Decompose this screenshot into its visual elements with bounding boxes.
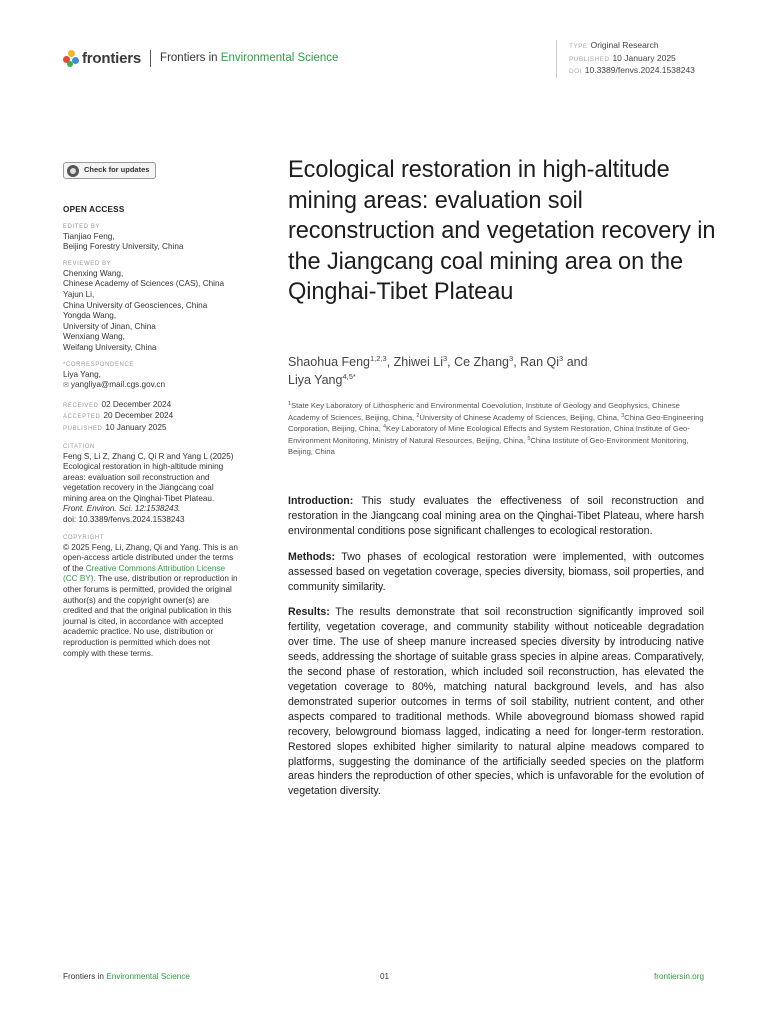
abstract-methods: Methods: Two phases of ecological restoration were implemented, with outcomes assessed based on vegetation coverage, species diversity, biomass, soil properties, and community similarity. (288, 550, 704, 593)
author-list: Shaohua Feng$^{1,2,3}$, Zhiwei Li$^3$, Ce Zhang$^3$, Ran Qi$^3$ and Liya Yang$^{4,5*}$ (288, 354, 588, 387)
open-access-label: OPEN ACCESS (63, 205, 125, 214)
footer-journal[interactable]: Frontiers in Environmental Science (63, 972, 190, 981)
article-type: Original Research (590, 40, 659, 50)
check-for-updates-button[interactable]: Check for updates (63, 162, 156, 179)
footer-site-link[interactable]: frontiersin.org (653, 972, 704, 981)
article-meta: TYPE Original Research PUBLISHED 10 January 2025 DOI 10.3389/fenvs.2024.1538243 (556, 40, 695, 78)
article-sidebar: Check for updates OPEN ACCESS EDITED BY Tianjiao Feng, Beijing Forestry University, China REVIEWED BY Chenxing Wang, Chinese Academy of Sciences (CAS), China Yajun Li, China University of Geosciences, China Yongda Wang, University of Jinan, China Wenxiang Wang, Weifang University, China *CORRESPONDENCE Liya Yang, ✉ yangliya@mail.cgs.gov.cn RECEIVED 02 December 2024 ACCEPTED 20 December 2024 PUBLISHED 10 January 2025 CITATION Feng S, Li Z, Zhang C, Qi R and Yang L (2025) Ecological restoration in high-altitude mining areas: evaluation soil reconstruction and vegetation recovery in the Jiangcang coal mining area on the Qinghai-Tibet Plateau. Front. Environ. Sci. 12:1538243. doi: 10.3389/fenvs.2024.1538243 COPYRIGHT © 2025 Feng, Li, Zhang, Qi and Yang. This is an open-access article distributed under the terms of the Creative Commons Attribution License (CC BY). The use, distribution or reproduction in other forums is permitted, provided the original author(s) and the copyright owner(s) are credited and that the original publication in this journal is cited, in accordance with accepted academic practice. No use, distribution or reproduction is permitted which does not comply with these terms. (63, 162, 263, 659)
edited-by: Tianjiao Feng, Beijing Forestry University, China (63, 231, 184, 252)
cc-by-link[interactable]: (CC BY). (63, 574, 96, 584)
author[interactable]: Liya Yang$^{4,5*}$ (288, 372, 356, 387)
cc-license-link[interactable]: Creative Commons Attribution License (85, 563, 226, 573)
author[interactable]: Ce Zhang$^3$ (454, 354, 514, 369)
header-divider (150, 50, 151, 67)
update-check-icon (67, 165, 79, 177)
article-title: Ecological restoration in high-altitude mining areas: evaluation soil reconstruction and vegetation recovery in the Jiangcang coal mining area on the Qinghai-Tibet Plateau (288, 157, 716, 306)
author[interactable]: Shaohua Feng$^{1,2,3}$ (288, 354, 387, 369)
author[interactable]: Zhiwei Li$^3$ (393, 354, 448, 369)
page-number: 01 (380, 972, 390, 981)
article-dates: RECEIVED 02 December 2024 ACCEPTED 20 December 2024 PUBLISHED 10 January 2025 (63, 399, 174, 432)
citation: Feng S, Li Z, Zhang C, Qi R and Yang L (2025) Ecological restoration in high-altitude mining areas: evaluation soil reconstruction and vegetation recovery in the Jiangcang coal mining area on the Qinghai-Tibet Plateau. Front. Environ. Sci. 12:1538243. doi: 10.3389/fenvs.2024.1538243 (63, 451, 234, 525)
copyright-notice: © 2025 Feng, Li, Zhang, Qi and Yang. This is an open-access article distributed under the terms of the Creative Commons Attribution License (CC BY). The use, distribution or reproduction in other forums is permitted, provided the original author(s) and the copyright owner(s) are credited and that the original publication in this journal is cited, in accordance with accepted academic practice. No use, distribution or reproduction is permitted which does not comply with these terms. (63, 542, 238, 658)
correspondence-email[interactable]: yangliya@mail.cgs.gov.cn (70, 380, 166, 390)
abstract-introduction: Introduction: This study evaluates the effectiveness of soil reconstruction and restoration in the Jiangcang coal mining area on the Qinghai-Tibet Plateau, where harsh environmental conditions pose significant challenges to ecological restoration. (288, 495, 704, 537)
journal-title[interactable]: Frontiers in Environmental Science (160, 52, 339, 64)
author[interactable]: Ran Qi$^3$ (520, 354, 564, 369)
doi-link[interactable]: 10.3389/fenvs.2024.1538243 (584, 65, 695, 75)
mail-icon: ✉ (63, 382, 69, 390)
correspondence: Liya Yang, ✉ yangliya@mail.cgs.gov.cn (63, 369, 166, 390)
journal-header (63, 46, 338, 70)
brand-name[interactable]: frontiers (82, 49, 142, 67)
published-date: 10 January 2025 (612, 52, 676, 63)
abstract (288, 494, 704, 810)
frontiers-logo-icon (63, 48, 79, 68)
abstract-results: Results: The results demonstrate that soil reconstruction significantly improved soil fertility, vegetation coverage, and community stability without noticeable degradation over time. The use of sheep manure increased species diversity by introducing native seeds, addressing the shortage of suitable grass species in alpine areas. Comparatively, the second phase of restoration, which included soil reconstruction, has elevated the vegetation coverage to 80%, matching natural background levels, and has also demonstrated superior outcomes in terms of soil stability, nutrient content, and other aspects compared to traditional methods. While aboveground biomass showed rapid recovery, belowground biomass lagged, indicating a need for longer-term restoration. Restored slopes exhibited higher similarity to natural alpine meadows compared to platforms, suggesting the dominance of the artificially seeded species on the platform areas hinders the reproduction of other species, which is unfavorable for the evolution of vegetation diversity. (288, 606, 704, 798)
affiliations: $^1$State Key Laboratory of Lithospheric and Environmental Coevolution, Institute of Geology and Geophysics, Chinese Academy of Sciences, Beijing, China, $^2$University of Chinese Academy of Sciences, Beijing, China, $^3$China Geo-Engineering Corporation, Beijing, China, $^4$Key Laboratory of Mine Ecological Effects and System Restoration, China Institute of Geo-Environment Monitoring, Ministry of Natural Resources, Beijing, China, $^5$China Institute of Geo-Environment Monitoring, Beijing, China (288, 401, 704, 457)
reviewed-by: Chenxing Wang, Chinese Academy of Sciences (CAS), China Yajun Li, China University of Geosciences, China Yongda Wang, University of Jinan, China Wenxiang Wang, Weifang University, China (63, 268, 225, 352)
